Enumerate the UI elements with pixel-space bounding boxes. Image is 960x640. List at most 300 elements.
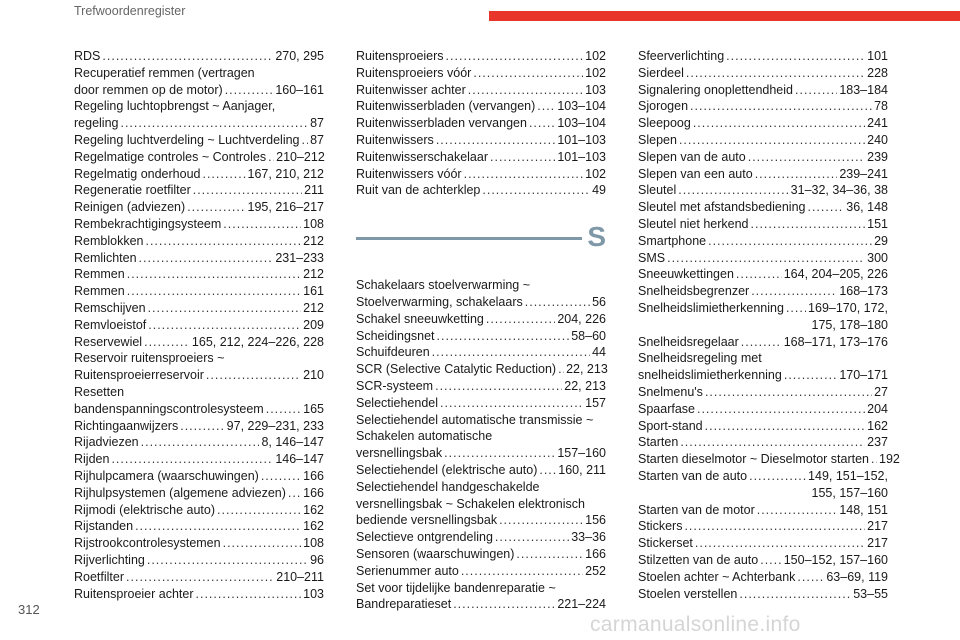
index-entry	[74, 586, 324, 603]
entry-term: regeling	[74, 116, 119, 131]
dot-leader	[432, 344, 590, 361]
entry-term: Sjorogen	[638, 99, 689, 114]
index-entry	[356, 378, 606, 395]
dot-leader	[667, 250, 865, 267]
entry-page-continuation: 155, 157–160	[811, 485, 888, 500]
entry-line	[356, 166, 606, 183]
index-entry	[74, 384, 324, 418]
entry-line	[638, 502, 888, 519]
index-entry	[74, 149, 324, 166]
entry-term: Stickers	[638, 519, 683, 534]
entry-term: snelheidslimietherkenning	[638, 368, 782, 383]
index-entry	[356, 580, 606, 614]
index-entry	[638, 48, 888, 65]
dot-leader	[139, 250, 274, 267]
dot-leader	[695, 535, 865, 552]
entry-pages: 78	[874, 99, 888, 114]
entry-pages: 241	[867, 116, 888, 131]
entry-term: bediende versnellingsbak	[356, 513, 498, 528]
entry-pages: 102	[585, 166, 606, 181]
entry-pages: 204	[867, 401, 888, 416]
dot-leader	[141, 434, 260, 451]
entry-line	[638, 233, 888, 250]
entry-term: Sleutel met afstandsbediening	[638, 200, 806, 215]
entry-term: Ruitenwissers vóór	[356, 166, 462, 181]
entry-term: Remvloeistof	[74, 317, 147, 332]
index-entry	[74, 317, 324, 334]
section-divider-s	[356, 199, 606, 277]
entry-line	[638, 132, 888, 149]
entry-pages: 22, 213	[566, 362, 608, 377]
entry-term: Ruitenwissers	[356, 132, 434, 147]
entry-term: Schuifdeuren	[356, 345, 430, 360]
index-entry	[356, 529, 606, 546]
dot-leader	[486, 311, 555, 328]
entry-line	[356, 479, 606, 496]
entry-term: Snelheidsbegrenzer	[638, 284, 750, 299]
entry-line	[638, 149, 888, 166]
entry-line	[74, 434, 324, 451]
entry-line	[356, 580, 606, 597]
dot-leader	[444, 445, 555, 462]
dot-leader	[266, 401, 301, 418]
entry-pages: 102	[585, 65, 606, 80]
entry-pages: 217	[867, 536, 888, 551]
entry-line	[74, 300, 324, 317]
entry-pages: 162	[303, 519, 324, 534]
index-entry	[74, 166, 324, 183]
entry-line	[74, 468, 324, 485]
dot-leader	[436, 132, 556, 149]
entry-pages: 166	[303, 468, 324, 483]
dot-leader	[261, 468, 301, 485]
entry-line	[356, 48, 606, 65]
entry-line	[638, 451, 900, 468]
entry-line	[356, 412, 606, 429]
entry-line	[356, 395, 606, 412]
index-entry	[74, 451, 324, 468]
entry-pages: 103	[585, 82, 606, 97]
entry-term: Resetten	[74, 384, 125, 399]
dot-leader	[751, 216, 866, 233]
entry-term: bandenspanningscontrolesysteem	[74, 401, 264, 416]
entry-pages: 239–241	[839, 166, 888, 181]
entry-pages: 103–104	[557, 99, 606, 114]
entry-line	[356, 132, 606, 149]
entry-term: Sport-stand	[638, 418, 703, 433]
dot-leader	[690, 98, 872, 115]
index-entry	[74, 468, 324, 485]
entry-term: Stoelverwarming, schakelaars	[356, 294, 523, 309]
entry-line	[74, 586, 324, 603]
index-entry	[356, 546, 606, 563]
dot-leader	[102, 48, 273, 65]
entry-term: Reinigen (adviezen)	[74, 200, 186, 215]
entry-term: Selectiehendel	[356, 395, 439, 410]
entry-line	[74, 518, 324, 535]
entry-pages: 168–171, 173–176	[783, 334, 888, 349]
entry-pages: 270, 295	[275, 49, 324, 63]
entry-pages: 101–103	[557, 149, 606, 164]
dot-leader	[148, 300, 302, 317]
dot-leader	[225, 82, 274, 99]
entry-line	[638, 65, 888, 82]
watermark: carmanualsonline.info	[590, 613, 801, 636]
index-entry	[74, 552, 324, 569]
dot-leader	[739, 586, 851, 603]
index-entry	[74, 535, 324, 552]
entry-term: Recuperatief remmen (vertragen	[74, 65, 255, 80]
entry-term: Remblokken	[74, 233, 144, 248]
entry-pages: 8, 146–147	[261, 435, 324, 450]
entry-term: Sensoren (waarschuwingen)	[356, 546, 515, 561]
entry-pages: 162	[867, 418, 888, 433]
entry-term: Snelmenu's	[638, 384, 703, 399]
entry-pages: 166	[303, 485, 324, 500]
entry-pages: 212	[303, 233, 324, 248]
entry-pages: 36, 148	[846, 200, 888, 215]
entry-line	[638, 98, 888, 115]
entry-term: Richtingaanwijzers	[74, 418, 179, 433]
index-entry	[74, 199, 324, 216]
index-entry	[74, 418, 324, 435]
entry-term: Ruitensproeiers vóór	[356, 65, 472, 80]
entry-term: Selectieve ontgrendeling	[356, 530, 493, 545]
dot-leader	[749, 468, 806, 485]
entry-term: Starten van de motor	[638, 502, 755, 517]
entry-pages: 22, 213	[564, 378, 606, 393]
entry-pages: 151	[867, 216, 888, 231]
entry-line	[74, 166, 324, 183]
index-entry	[74, 132, 324, 149]
entry-line	[74, 182, 324, 199]
index-entry	[638, 451, 900, 468]
index-entry	[638, 468, 888, 502]
entry-term: Slepen	[638, 132, 677, 147]
dot-leader	[435, 378, 562, 395]
entry-term: Sneeuwkettingen	[638, 267, 734, 282]
entry-pages: 168–173	[839, 284, 888, 299]
dot-leader	[697, 401, 865, 418]
dot-leader	[795, 82, 837, 99]
entry-term: Selectiehendel handgeschakelde	[356, 479, 540, 494]
index-entry	[74, 266, 324, 283]
entry-pages: 29	[874, 233, 888, 248]
entry-pages: 192	[879, 452, 900, 467]
entry-pages: 212	[303, 267, 324, 282]
entry-term: Stoelen verstellen	[638, 586, 738, 601]
index-entry	[638, 82, 888, 99]
index-entry	[356, 65, 606, 82]
entry-term: Ruitenwisserbladen vervangen	[356, 116, 527, 131]
entry-line	[356, 361, 606, 378]
index-entry	[638, 535, 888, 552]
entry-line	[74, 216, 324, 233]
index-entry	[638, 233, 888, 250]
dot-leader	[147, 552, 308, 569]
dot-leader	[786, 300, 806, 317]
entry-term: Sleepoog	[638, 116, 691, 131]
entry-line	[356, 65, 606, 82]
entry-line	[356, 529, 606, 546]
entry-term: Sfeerverlichting	[638, 49, 725, 63]
entry-line	[638, 166, 888, 183]
dot-leader	[111, 451, 273, 468]
index-entry	[356, 479, 606, 529]
index-entry	[638, 149, 888, 166]
entry-term: SCR (Selective Catalytic Reduction)	[356, 362, 557, 377]
entry-pages: 160–161	[275, 82, 324, 97]
entry-pages: 96	[310, 552, 324, 567]
entry-line	[638, 434, 888, 451]
dot-leader	[482, 182, 590, 199]
index-entry	[74, 283, 324, 300]
entry-line	[638, 535, 888, 552]
entry-line	[74, 502, 324, 519]
dot-leader	[525, 294, 590, 311]
entry-term: Roetfilter	[74, 569, 125, 584]
entry-term: Starten dieselmotor ~ Dieselmotor starten	[638, 452, 870, 467]
index-entry	[638, 300, 888, 334]
entry-pages: 228	[867, 65, 888, 80]
dot-leader	[446, 48, 584, 65]
entry-term: Starten	[638, 435, 679, 450]
entry-term: Scheidingsnet	[356, 328, 435, 343]
dot-leader	[223, 216, 301, 233]
entry-line	[74, 283, 324, 300]
index-entry	[638, 334, 888, 351]
index-entry	[356, 132, 606, 149]
entry-line	[638, 199, 888, 216]
dot-leader	[708, 233, 872, 250]
index-entry	[638, 283, 888, 300]
dot-leader	[148, 317, 301, 334]
dot-leader	[193, 182, 302, 199]
index-entry	[356, 412, 606, 462]
dot-leader	[217, 502, 301, 519]
dot-leader	[686, 65, 865, 82]
entry-pages: 212	[303, 300, 324, 315]
entry-line	[638, 367, 888, 384]
entry-pages: 211	[304, 183, 324, 198]
entry-pages: 210–211	[276, 569, 324, 584]
entry-line	[356, 445, 606, 462]
entry-pages: 221–224	[557, 597, 606, 612]
dot-leader	[144, 334, 190, 351]
index-entry	[356, 395, 606, 412]
dot-leader	[529, 115, 555, 132]
dot-leader	[187, 199, 245, 216]
dot-leader	[468, 82, 583, 99]
entry-pages: 148, 151	[839, 502, 888, 517]
index-entry	[356, 48, 606, 65]
entry-pages: 300	[867, 250, 888, 265]
entry-pages: 87	[310, 132, 324, 147]
entry-term: Regeling luchtverdeling ~ Luchtverdeling	[74, 132, 300, 147]
dot-leader	[268, 149, 274, 166]
entry-pages: 63–69, 119	[826, 569, 888, 584]
dot-leader	[516, 546, 583, 563]
entry-line	[74, 367, 324, 384]
index-entry	[356, 563, 606, 580]
entry-line	[74, 485, 324, 502]
dot-leader	[145, 233, 301, 250]
header-accent-bar	[489, 11, 960, 21]
entry-term: Serienummer auto	[356, 563, 459, 578]
entry-pages: 231–233	[275, 250, 324, 265]
entry-pages: 108	[303, 536, 324, 551]
page-number: 312	[18, 602, 40, 617]
entry-line	[74, 149, 324, 166]
dot-leader	[473, 65, 583, 82]
index-column-2	[356, 48, 606, 613]
entry-pages: 97, 229–231, 233	[226, 418, 324, 433]
entry-line	[356, 596, 606, 613]
dot-leader	[684, 518, 865, 535]
entry-term: Schakel sneeuwketting	[356, 311, 484, 326]
entry-term: Ruitenwisser achter	[356, 82, 466, 97]
index-entry	[356, 344, 606, 361]
entry-term: Rijden	[74, 452, 110, 467]
index-entry	[638, 552, 888, 569]
dot-leader	[461, 563, 583, 580]
dot-leader	[537, 98, 555, 115]
entry-term: Sierdeel	[638, 65, 684, 80]
entry-term: Remschijven	[74, 300, 146, 315]
dot-leader	[464, 166, 584, 183]
entry-pages: 101–103	[557, 132, 606, 147]
entry-pages: 165, 212, 224–226, 228	[191, 334, 324, 349]
running-header-title: Trefwoordenregister	[74, 4, 186, 18]
index-entry	[638, 586, 888, 603]
entry-pages: 87	[310, 116, 324, 131]
index-entry	[356, 149, 606, 166]
dot-leader	[196, 586, 302, 603]
entry-line	[638, 384, 888, 401]
entry-pages: 204, 226	[557, 311, 606, 326]
entry-term: Sleutel	[638, 183, 677, 198]
index-entry	[638, 569, 888, 586]
entry-line	[638, 334, 888, 351]
entry-pages: 217	[867, 519, 888, 534]
entry-term: Rijhulpcamera (waarschuwingen)	[74, 468, 259, 483]
entry-term: Stickerset	[638, 536, 693, 551]
index-entry	[356, 182, 606, 199]
entry-term: Slepen van de auto	[638, 149, 746, 164]
entry-line	[356, 378, 606, 395]
dot-leader	[757, 502, 838, 519]
entry-line	[638, 401, 888, 418]
entry-pages: 240	[867, 132, 888, 147]
entry-term: Ruitensproeier achter	[74, 586, 194, 601]
dot-leader	[705, 418, 866, 435]
entry-line	[74, 98, 324, 115]
entry-line	[356, 344, 606, 361]
entry-term: Snelheidslimietherkenning	[638, 300, 784, 315]
entry-line	[356, 428, 606, 445]
index-entry	[356, 311, 606, 328]
entry-term: Ruitensproeiers	[356, 49, 444, 63]
dot-leader	[126, 569, 274, 586]
dot-leader	[440, 395, 583, 412]
entry-line	[74, 350, 324, 367]
index-column-1	[74, 48, 324, 602]
entry-pages: 108	[303, 216, 324, 231]
entry-page-continuation: 175, 178–180	[811, 317, 888, 332]
entry-line	[356, 277, 606, 294]
entry-line	[74, 535, 324, 552]
entry-line	[74, 266, 324, 283]
entry-term: Remmen	[74, 284, 125, 299]
dot-leader	[755, 166, 838, 183]
dot-leader	[784, 367, 837, 384]
dot-leader	[120, 115, 308, 132]
entry-line	[638, 82, 888, 99]
entry-term: Starten van de auto	[638, 468, 748, 483]
index-entry	[638, 216, 888, 233]
entry-pages: 33–36	[571, 530, 606, 545]
entry-pages: 239	[867, 149, 888, 164]
dot-leader	[127, 266, 301, 283]
dot-leader	[135, 518, 301, 535]
entry-pages: 157–160	[557, 446, 606, 461]
index-entry	[638, 266, 888, 283]
entry-term: Reservewiel	[74, 334, 143, 349]
entry-pages: 164, 204–205, 226	[783, 267, 888, 282]
entry-term: Set voor tijdelijke bandenreparatie ~	[356, 580, 556, 595]
entry-line	[356, 115, 606, 132]
entry-pages: 149, 151–152,	[808, 468, 888, 483]
entry-line	[356, 182, 606, 199]
entry-pages: 183–184	[839, 82, 888, 97]
entry-line	[638, 569, 888, 586]
entry-pages: 146–147	[275, 452, 324, 467]
index-entry	[638, 518, 888, 535]
dot-leader	[748, 149, 865, 166]
entry-term: SCR-systeem	[356, 378, 434, 393]
entry-term: Remmen	[74, 267, 125, 282]
entry-line	[638, 250, 888, 267]
entry-pages: 31–32, 34–36, 38	[790, 183, 888, 198]
entry-pages: 210–212	[276, 149, 325, 164]
index-entry	[356, 82, 606, 99]
entry-line	[356, 563, 606, 580]
dot-leader	[741, 334, 782, 351]
entry-pages: 150–152, 157–160	[783, 552, 888, 567]
entry-pages: 156	[585, 513, 606, 528]
dot-leader	[453, 596, 555, 613]
index-entry	[638, 182, 888, 199]
entry-line	[356, 328, 606, 345]
entry-line	[638, 468, 888, 485]
entry-term: Snelheidsregelaar	[638, 334, 739, 349]
entry-term: Rijverlichting	[74, 552, 145, 567]
entry-term: Snelheidsregeling met	[638, 351, 762, 366]
entry-line	[638, 300, 888, 317]
dot-leader	[693, 115, 865, 132]
entry-line	[356, 546, 606, 563]
entry-pages: 166	[585, 546, 606, 561]
dot-leader	[807, 199, 844, 216]
entry-term: Rijmodi (elektrische auto)	[74, 502, 216, 517]
entry-pages: 44	[592, 345, 606, 360]
dot-leader	[539, 462, 556, 479]
entry-pages: 252	[585, 563, 606, 578]
entry-line	[356, 311, 606, 328]
entry-line	[638, 350, 888, 367]
entry-pages: 162	[303, 502, 324, 517]
dot-leader	[726, 48, 865, 65]
